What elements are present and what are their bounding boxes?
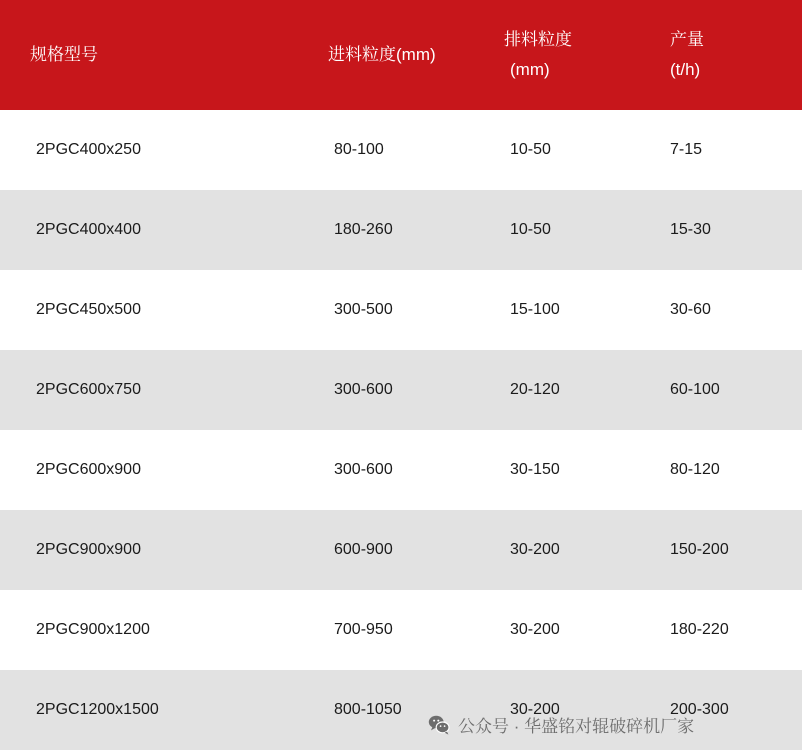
cell-model: 2PGC450x500 [0, 270, 294, 350]
cell-discharge-size: 20-120 [470, 350, 624, 430]
column-header-model [0, 0, 294, 110]
cell-model: 2PGC400x400 [0, 190, 294, 270]
cell-feed-size: 180-260 [294, 190, 470, 270]
cell-capacity: 15-30 [624, 190, 802, 270]
cell-discharge-size: 30-200 [470, 670, 624, 750]
table-row [0, 190, 802, 270]
cell-feed-size: 300-600 [294, 350, 470, 430]
cell-capacity: 200-300 [624, 670, 802, 750]
column-header-discharge-size [470, 0, 624, 110]
cell-model: 2PGC400x250 [0, 110, 294, 190]
column-header-discharge-size-line-1: 排料粒度 [504, 30, 572, 49]
cell-discharge-size: 10-50 [470, 110, 624, 190]
wechat-icon [428, 714, 450, 736]
table-body [0, 110, 802, 750]
table-header [0, 0, 802, 110]
cell-model: 2PGC900x1200 [0, 590, 294, 670]
cell-feed-size: 700-950 [294, 590, 470, 670]
column-header-feed-size [294, 0, 470, 110]
table-row [0, 430, 802, 510]
cell-model: 2PGC600x750 [0, 350, 294, 430]
table-row [0, 670, 802, 750]
cell-discharge-size: 30-150 [470, 430, 624, 510]
column-header-model-line-1: 规格型号 [30, 45, 98, 64]
cell-discharge-size: 10-50 [470, 190, 624, 270]
table-row [0, 270, 802, 350]
column-header-discharge-size-line-2: (mm) [510, 60, 550, 79]
table-row [0, 510, 802, 590]
cell-feed-size: 300-500 [294, 270, 470, 350]
table-header-row [0, 0, 802, 110]
column-header-capacity-line-1: 产量 [670, 30, 704, 49]
table-row [0, 110, 802, 190]
cell-discharge-size: 30-200 [470, 590, 624, 670]
watermark-text: 公众号 · 华盛铭对辊破碎机厂家 [458, 717, 695, 736]
cell-feed-size: 800-1050 [294, 670, 470, 750]
column-header-feed-size-line-1: 进料粒度(mm) [328, 45, 436, 64]
table-row [0, 350, 802, 430]
cell-capacity: 150-200 [624, 510, 802, 590]
cell-feed-size: 80-100 [294, 110, 470, 190]
cell-model: 2PGC900x900 [0, 510, 294, 590]
table-row [0, 590, 802, 670]
cell-feed-size: 300-600 [294, 430, 470, 510]
cell-capacity: 7-15 [624, 110, 802, 190]
cell-capacity: 30-60 [624, 270, 802, 350]
column-header-capacity [624, 0, 802, 110]
cell-model: 2PGC600x900 [0, 430, 294, 510]
cell-capacity: 80-120 [624, 430, 802, 510]
watermark [428, 712, 694, 737]
cell-model: 2PGC1200x1500 [0, 670, 294, 750]
cell-capacity: 60-100 [624, 350, 802, 430]
cell-feed-size: 600-900 [294, 510, 470, 590]
cell-discharge-size: 30-200 [470, 510, 624, 590]
cell-capacity: 180-220 [624, 590, 802, 670]
cell-discharge-size: 15-100 [470, 270, 624, 350]
column-header-capacity-line-2: (t/h) [670, 60, 701, 79]
